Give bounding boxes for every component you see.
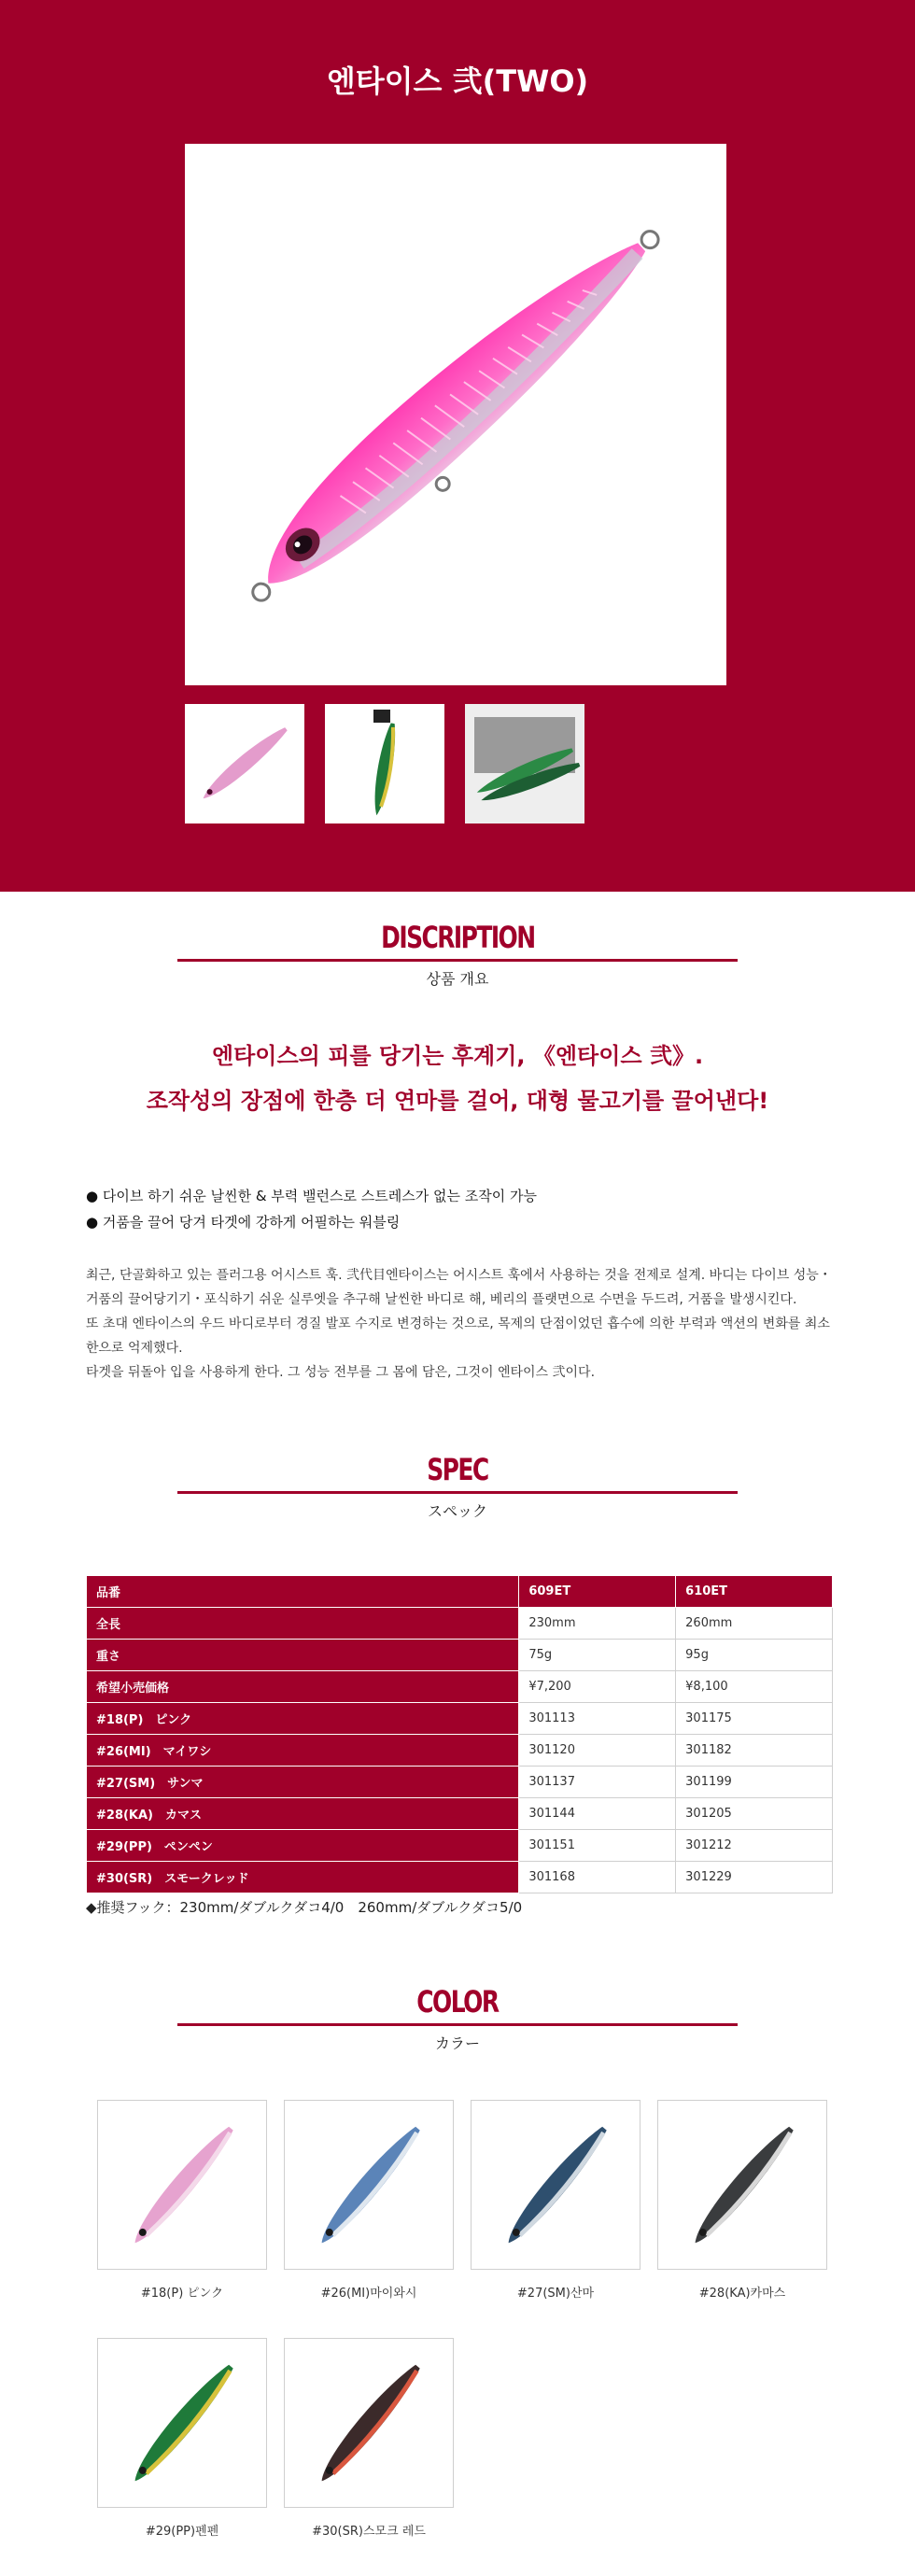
spec-row	[87, 1767, 833, 1798]
spec-section	[0, 1452, 915, 1917]
spec-cell: 95g	[676, 1640, 833, 1671]
spec-divider	[177, 1491, 738, 1494]
color-label: #18(P) ピンク	[140, 2287, 224, 2301]
spec-row	[87, 1640, 833, 1671]
color-swatch-image	[284, 2338, 454, 2508]
description-subtitle: 상품 개요	[426, 970, 489, 988]
product-title: 엔타이스 弐(TWO)	[326, 63, 589, 99]
color-heading	[0, 1984, 915, 2053]
spec-row-label: 希望小売価格	[87, 1671, 519, 1703]
description-paragraph: 타겟을 뒤돌아 입을 사용하게 한다. 그 성능 전부를 그 몸에 담은, 그것이 엔타이스 弐이다.	[86, 1365, 596, 1380]
description-title: DISCRIPTION	[380, 920, 535, 955]
feature-bullets	[86, 1183, 915, 1235]
spec-row-label: #18(P) ピンク	[87, 1703, 519, 1735]
spec-row	[87, 1608, 833, 1640]
spec-row	[87, 1798, 833, 1830]
color-subtitle: カラー	[434, 2034, 480, 2052]
spec-cell: ¥7,200	[519, 1671, 676, 1703]
feature-bullet: ● 다이브 하기 쉬운 날씬한 & 부력 밸런스로 스트레스가 없는 조작이 가능	[86, 1188, 537, 1204]
spec-row-label: 重さ	[87, 1640, 519, 1671]
color-swatch-image	[657, 2100, 827, 2270]
spec-cell: ¥8,100	[676, 1671, 833, 1703]
spec-cell: 301182	[676, 1735, 833, 1767]
description-heading	[0, 892, 915, 989]
spec-row	[87, 1671, 833, 1703]
main-product-image	[185, 144, 726, 685]
spec-cell: 301229	[676, 1862, 833, 1893]
color-section	[0, 1984, 915, 2539]
spec-row	[87, 1703, 833, 1735]
spec-cell: 301120	[519, 1735, 676, 1767]
thumbnail-1[interactable]	[185, 704, 304, 823]
color-label: #30(SR)스모크 레드	[312, 2525, 426, 2539]
spec-header-row	[87, 1576, 833, 1608]
color-label: #29(PP)펜펜	[145, 2525, 219, 2539]
description-headline	[0, 1034, 915, 1123]
description-paragraph: 또 초대 엔타이스의 우드 바디로부터 경질 발포 수지로 변경하는 것으로, 목제의 단점이었던 흡수에 의한 부력과 액션의 변화를 최소한으로 억제했다.	[86, 1316, 830, 1356]
color-title: COLOR	[416, 1984, 499, 2020]
spec-row-label: #30(SR) スモークレッド	[87, 1862, 519, 1893]
spec-cell: 301168	[519, 1862, 676, 1893]
color-card[interactable]	[97, 2338, 267, 2539]
color-grid	[97, 2100, 915, 2539]
spec-cell: 301137	[519, 1767, 676, 1798]
color-label: #27(SM)산마	[516, 2287, 595, 2301]
spec-header-609et: 609ET	[519, 1576, 676, 1608]
spec-row-label: #29(PP) ペンペン	[87, 1830, 519, 1862]
spec-row-label: #27(SM) サンマ	[87, 1767, 519, 1798]
spec-row-label: 全長	[87, 1608, 519, 1640]
spec-cell: 301212	[676, 1830, 833, 1862]
thumbnail-strip	[185, 704, 584, 823]
color-swatch-image	[97, 2100, 267, 2270]
color-swatch-image	[97, 2338, 267, 2508]
spec-row-label: #26(MI) マイワシ	[87, 1735, 519, 1767]
spec-cell: 301113	[519, 1703, 676, 1735]
color-divider	[177, 2023, 738, 2026]
description-section	[0, 892, 915, 1385]
spec-row	[87, 1862, 833, 1893]
description-body	[86, 1263, 833, 1385]
spec-heading	[0, 1452, 915, 1521]
description-paragraph: 최근, 단골화하고 있는 플러그용 어시스트 훅. 弐代目엔타이스는 어시스트 훅에서 사용하는 것을 전제로 설계. 바디는 다이브 성능・거품의 끌어당기기・포식하기 쉬운 실루엣을 추구해 날씬한 바디로 해, 베리의 플랫면으로 수면을 두드려, 거품을 발생시킨다.	[86, 1268, 832, 1307]
feature-bullet: ● 거품을 끌어 당겨 타겟에 강하게 어필하는 워블링	[86, 1214, 401, 1231]
product-hero	[0, 0, 915, 892]
description-divider	[177, 959, 738, 962]
color-card[interactable]	[284, 2338, 454, 2539]
spec-cell: 301199	[676, 1767, 833, 1798]
spec-row	[87, 1735, 833, 1767]
spec-cell: 301151	[519, 1830, 676, 1862]
spec-subtitle: スペック	[427, 1502, 487, 1520]
color-swatch-image	[284, 2100, 454, 2270]
color-card[interactable]	[97, 2100, 267, 2301]
headline-line-2: 조작성의 장점에 한층 더 연마를 걸어, 대형 물고기를 끌어낸다!	[146, 1088, 769, 1114]
spec-cell: 301205	[676, 1798, 833, 1830]
spec-row	[87, 1830, 833, 1862]
color-card[interactable]	[284, 2100, 454, 2301]
spec-cell: 260mm	[676, 1608, 833, 1640]
thumbnail-2[interactable]	[325, 704, 444, 823]
color-label: #28(KA)카마스	[698, 2287, 786, 2301]
spec-cell: 75g	[519, 1640, 676, 1671]
color-card[interactable]	[471, 2100, 640, 2301]
color-card[interactable]	[657, 2100, 827, 2301]
spec-table	[86, 1575, 833, 1893]
color-label: #26(MI)마이와시	[320, 2287, 417, 2301]
spec-row-label: #28(KA) カマス	[87, 1798, 519, 1830]
headline-line-1: 엔타이스의 피를 당기는 후계기, 《엔타이스 弐》.	[211, 1043, 704, 1069]
spec-title: SPEC	[427, 1452, 488, 1487]
spec-cell: 230mm	[519, 1608, 676, 1640]
thumbnail-3[interactable]	[465, 704, 584, 823]
spec-header-610et: 610ET	[676, 1576, 833, 1608]
recommended-hook-note: ◆推奨フック：230mm/ダブルクダコ4/0 260mm/ダブルクダコ5/0	[86, 1899, 523, 1916]
spec-header-label: 品番	[87, 1576, 519, 1608]
page-bottom-spacer	[0, 2539, 915, 2576]
spec-cell: 301175	[676, 1703, 833, 1735]
spec-cell: 301144	[519, 1798, 676, 1830]
color-swatch-image	[471, 2100, 640, 2270]
